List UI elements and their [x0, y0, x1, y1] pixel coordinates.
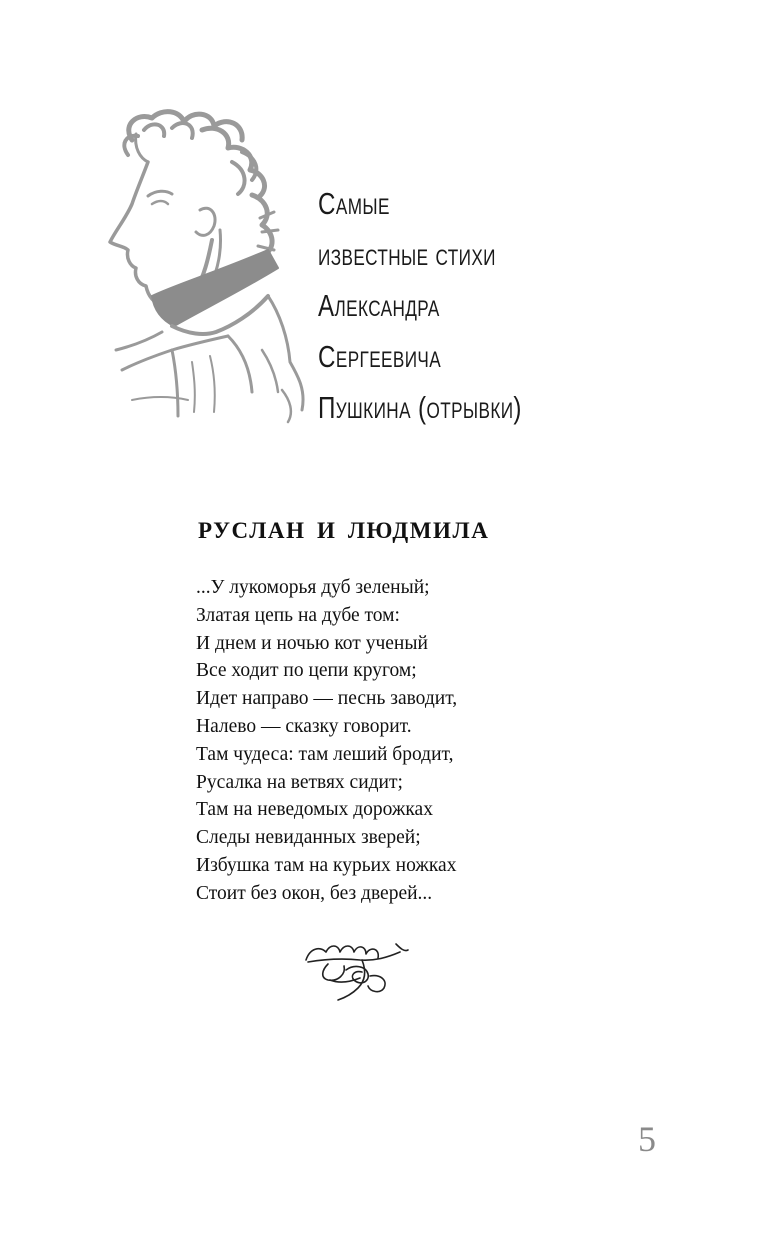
verse-line: Следы невиданных зверей;: [196, 827, 421, 849]
collection-heading: [318, 178, 630, 433]
verse-line: ...У лукоморья дуб зеленый;: [196, 577, 430, 598]
heading-line: известные стихи: [318, 237, 496, 272]
heading-line: Сергеевича: [318, 339, 442, 374]
verse-line: Там чудеса: там леший бродит,: [196, 743, 454, 765]
verse-line: Русалка на ветвях сидит;: [196, 771, 403, 793]
verse-line: Все ходит по цепи кругом;: [196, 660, 417, 682]
verse-line: И днем и ночью кот ученый: [196, 632, 428, 654]
poem-verse: [196, 574, 457, 908]
verse-line: Налево — сказку говорит.: [196, 715, 412, 737]
verse-line: Златая цепь на дубе том:: [196, 604, 400, 626]
pushkin-portrait-sketch: [92, 100, 314, 430]
poem-title: РУСЛАН И ЛЮДМИЛА: [198, 518, 490, 543]
heading-line: Самые: [318, 186, 390, 221]
heading-line: Александра: [318, 288, 440, 323]
verse-line: Стоит без окон, без дверей...: [196, 882, 433, 904]
page-number: 5: [638, 1119, 656, 1159]
verse-line: Там на неведомых дорожках: [196, 799, 433, 821]
verse-line: Избушка там на курьих ножках: [196, 854, 457, 876]
heading-line: Пушкина (отрывки): [318, 390, 522, 425]
pushkin-signature-icon: [300, 930, 412, 1002]
verse-line: Идет направо — песнь заводит,: [196, 688, 458, 710]
